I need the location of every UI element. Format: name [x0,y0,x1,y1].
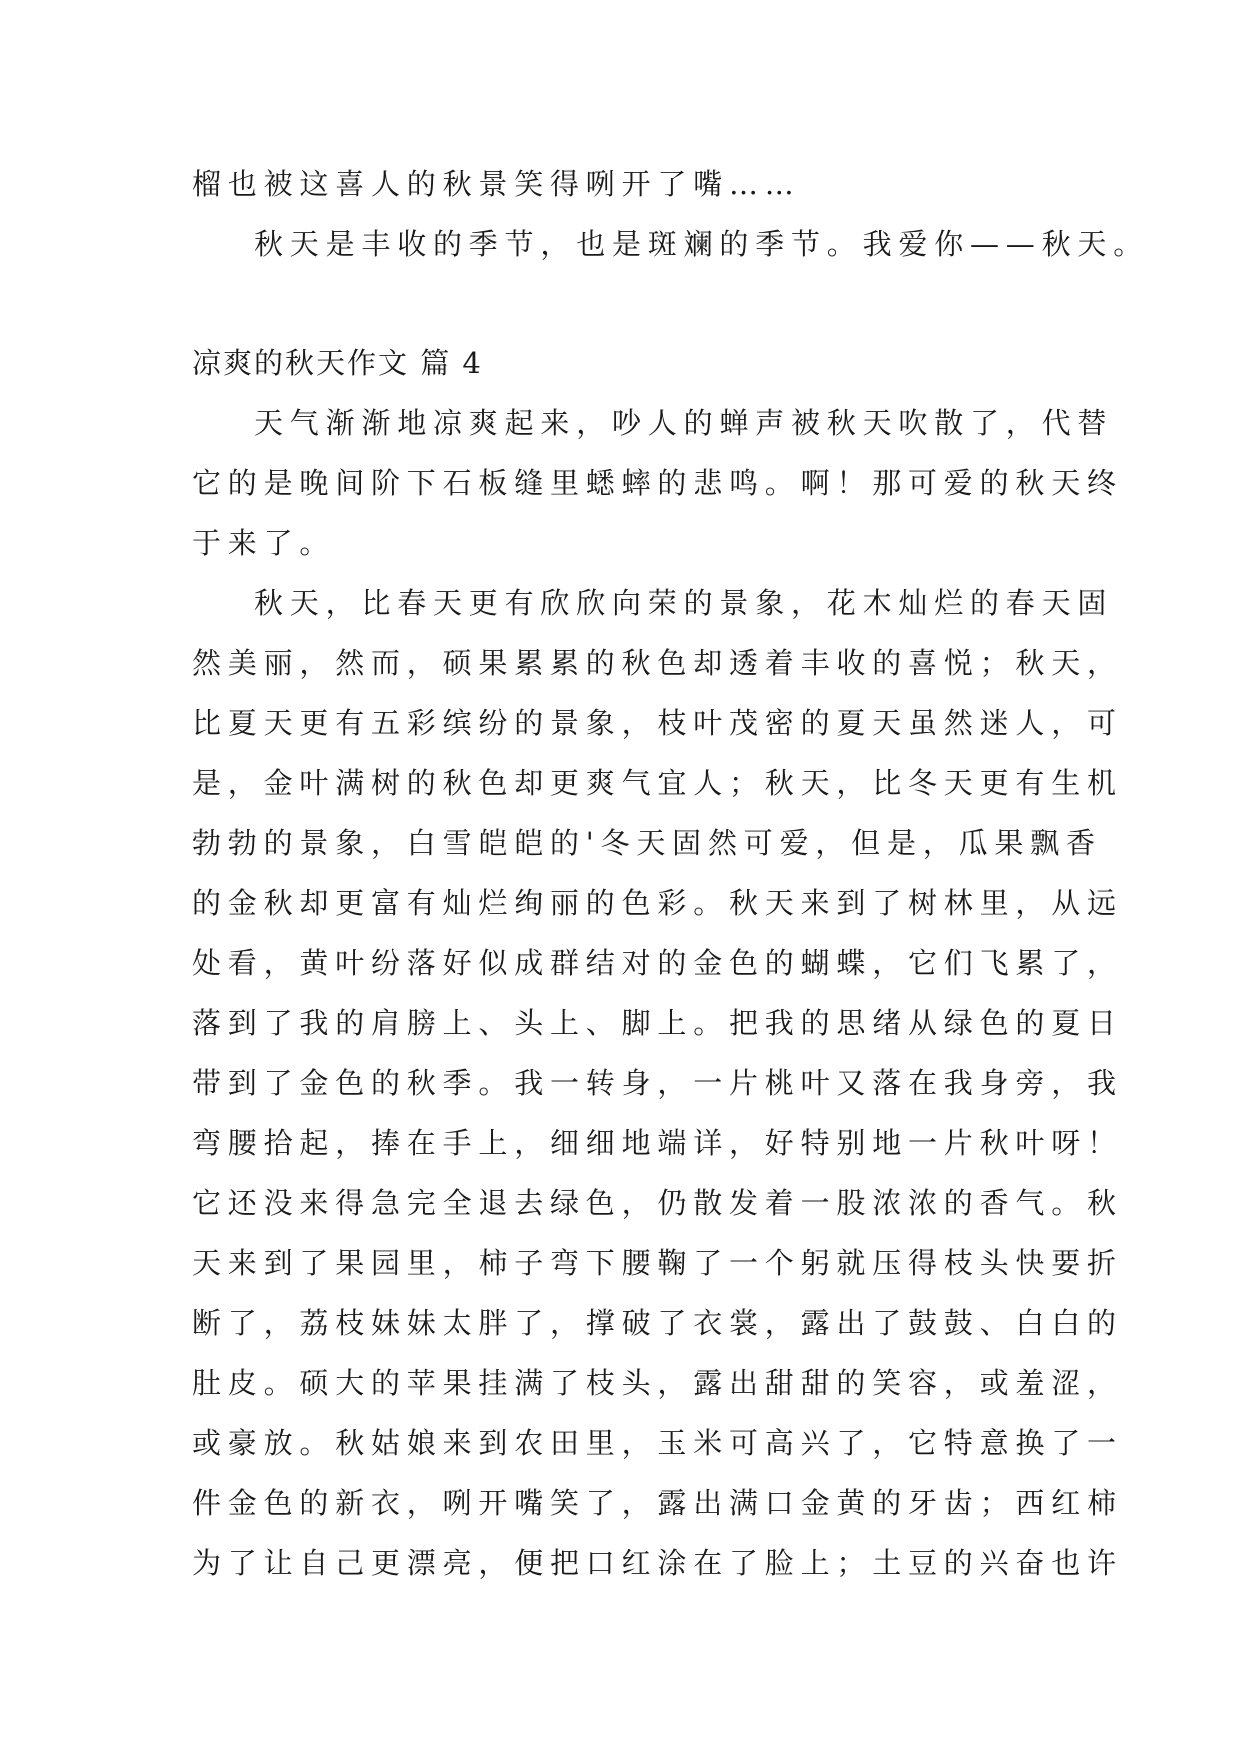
text-line: 榴也被这喜人的秋景笑得咧开了嘴…… [192,167,801,201]
text-line: 秋天，比春天更有欣欣向荣的景象，花木灿烂的春天固 [254,586,1114,620]
text-line: 它还没来得急完全退去绿色，仍散发着一股浓浓的香气。秋 [192,1186,1123,1220]
text-line: 勃勃的景象，白雪皑皑的'冬天固然可爱，但是，瓜果飘香 [192,826,1102,860]
text-line: 秋天是丰收的季节，也是斑斓的季节。我爱你——秋天。 [254,227,1150,261]
text-line: 天来到了果园里，柿子弯下腰鞠了一个躬就压得枝头快要折 [192,1246,1123,1280]
text-line: 它的是晚间阶下石板缝里蟋蟀的悲鸣。啊！那可爱的秋天终 [192,466,1123,500]
text-line: 于来了。 [192,526,336,560]
text-line: 天气渐渐地凉爽起来，吵人的蝉声被秋天吹散了，代替 [254,406,1114,440]
text-line: 肚皮。硕大的苹果挂满了枝头，露出甜甜的笑容，或羞涩， [192,1366,1123,1400]
text-line: 比夏天更有五彩缤纷的景象，枝叶茂密的夏天虽然迷人，可 [192,706,1123,740]
text-line: 是，金叶满树的秋色却更爽气宜人；秋天，比冬天更有生机 [192,766,1123,800]
text-line: 或豪放。秋姑娘来到农田里，玉米可高兴了，它特意换了一 [192,1426,1123,1460]
text-line: 然美丽，然而，硕果累累的秋色却透着丰收的喜悦；秋天， [192,646,1123,680]
text-line: 的金秋却更富有灿烂绚丽的色彩。秋天来到了树林里，从远 [192,886,1123,920]
text-line: 为了让自己更漂亮，便把口红涂在了脸上；土豆的兴奋也许 [192,1546,1123,1580]
text-line: 带到了金色的秋季。我一转身，一片桃叶又落在我身旁，我 [192,1066,1123,1100]
section-heading: 凉爽的秋天作文 篇 4 [192,346,483,380]
text-line: 件金色的新衣，咧开嘴笑了，露出满口金黄的牙齿；西红柿 [192,1486,1123,1520]
text-line: 处看，黄叶纷落好似成群结对的金色的蝴蝶，它们飞累了， [192,946,1123,980]
text-line: 断了，荔枝妹妹太胖了，撑破了衣裳，露出了鼓鼓、白白的 [192,1306,1123,1340]
text-line: 弯腰拾起，捧在手上，细细地端详，好特别地一片秋叶呀！ [192,1126,1123,1160]
text-line: 落到了我的肩膀上、头上、脚上。把我的思绪从绿色的夏日 [192,1006,1123,1040]
